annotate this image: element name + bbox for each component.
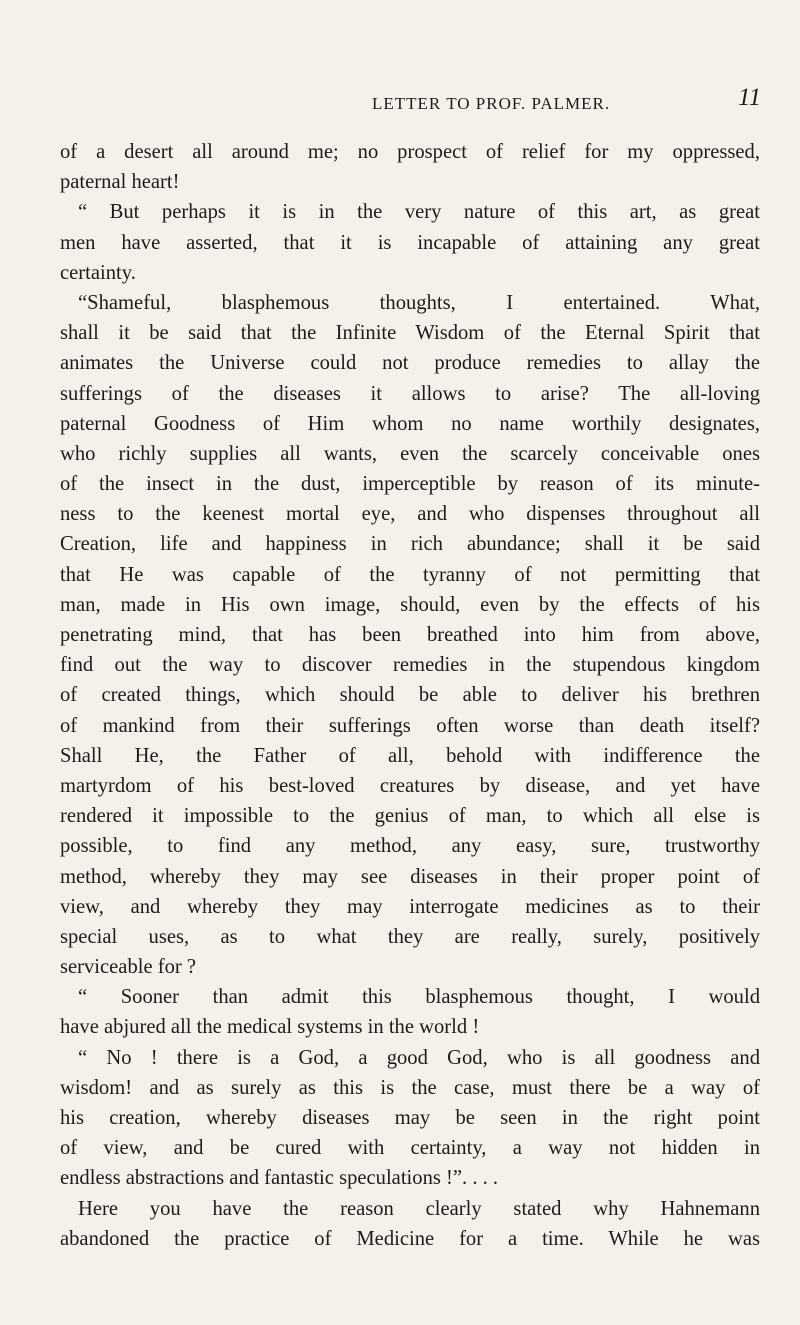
text-line: find out the way to discover remedies in the stupendous kingdom <box>60 654 760 677</box>
text-line: “ But perhaps it is in the very nature of this art, as great <box>78 201 760 224</box>
text-line: view, and whereby they may interrogate medicines as to their <box>60 895 760 918</box>
text-line: that He was capable of the tyranny of not permitting that <box>60 563 760 586</box>
text-line: paternal Goodness of Him whom no name worthily designates, <box>60 412 760 435</box>
text-line: “ No ! there is a God, a good God, who is all goodness and <box>78 1046 760 1069</box>
text-line: animates the Universe could not produce remedies to allay the <box>60 352 760 375</box>
text-line: of the insect in the dust, imperceptible by reason of its minute- <box>60 473 760 496</box>
text-line: endless abstractions and fantastic speculations !”. . . . <box>60 1167 499 1190</box>
text-line: of view, and be cured with certainty, a way not hidden in <box>60 1137 760 1160</box>
text-line: paternal heart! <box>60 171 180 194</box>
text-line: abandoned the practice of Medicine for a time. While he was <box>60 1227 760 1250</box>
text-line: Here you have the reason clearly stated why Hahnemann <box>78 1197 760 1220</box>
text-line: men have asserted, that it is incapable of attaining any great <box>60 231 760 254</box>
text-line: serviceable for ? <box>60 956 197 979</box>
text-line: “ Sooner than admit this blasphemous thought, I would <box>78 986 760 1009</box>
text-line: his creation, whereby diseases may be seen in the right point <box>60 1107 760 1129</box>
text-line: method, whereby they may see diseases in their proper point of <box>60 865 760 888</box>
text-line: Shall He, the Father of all, behold with indifference the <box>60 744 760 767</box>
text-line: wisdom! and as surely as this is the case, must there be a way of <box>60 1076 760 1099</box>
text-line: of created things, which should be able to deliver his brethren <box>60 684 760 707</box>
text-line: of mankind from their sufferings often worse than death itself? <box>60 714 760 737</box>
text-line: sufferings of the diseases it allows to arise? The all-loving <box>60 382 760 405</box>
text-line: “Shameful, blasphemous thoughts, I entertained. What, <box>78 291 760 314</box>
text-line: of a desert all around me; no prospect of relief for my oppressed, <box>60 141 760 163</box>
text-line: special uses, as to what they are really, surely, positively <box>60 925 760 948</box>
text-line: penetrating mind, that has been breathed into him from above, <box>60 624 760 646</box>
text-line: Creation, life and happiness in rich abundance; shall it be said <box>60 533 760 556</box>
text-line: man, made in His own image, should, even by the effects of his <box>60 593 760 616</box>
running-head: LETTER TO PROF. PALMER. <box>372 94 611 113</box>
page-number: 11 <box>738 84 762 111</box>
text-line: rendered it impossible to the genius of man, to which all else is <box>60 805 760 828</box>
text-line: possible, to find any method, any easy, sure, trustworthy <box>60 835 760 858</box>
text-line: ness to the keenest mortal eye, and who dispenses throughout all <box>60 503 760 526</box>
text-line: who richly supplies all wants, even the scarcely conceivable ones <box>60 442 760 465</box>
body-text <box>60 137 760 1254</box>
text-line: certainty. <box>60 261 136 284</box>
text-line: have abjured all the medical systems in the world ! <box>60 1016 480 1039</box>
text-line: shall it be said that the Infinite Wisdom of the Eternal Spirit that <box>60 322 760 345</box>
text-line: martyrdom of his best-loved creatures by disease, and yet have <box>60 774 760 797</box>
